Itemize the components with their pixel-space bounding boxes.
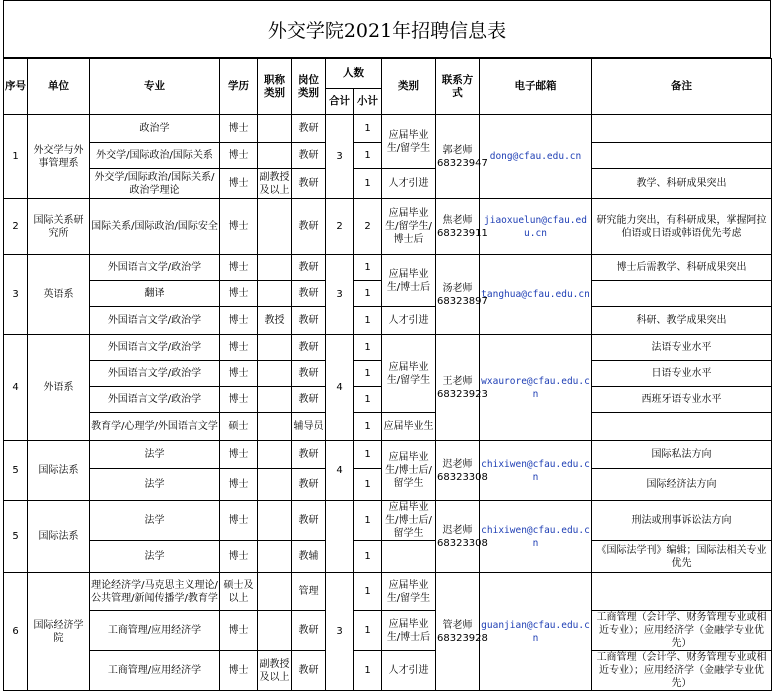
table-row xyxy=(4,651,772,691)
recruitment-sheet xyxy=(3,0,771,691)
header-contact: 联系方式 xyxy=(436,59,480,115)
remark-cell: 西班牙语专业水平 xyxy=(592,387,772,413)
post-cell: 教研 xyxy=(292,281,326,307)
category-cell: 应届毕业生 xyxy=(382,413,436,441)
table-row xyxy=(4,441,772,469)
table-row xyxy=(4,573,772,611)
contact-cell: 迟老师68323308 xyxy=(436,441,480,501)
post-cell: 教辅 xyxy=(292,541,326,573)
major-cell: 翻译 xyxy=(90,281,220,307)
unit-cell: 国际法系 xyxy=(28,501,90,573)
major-cell: 外交学/国际政治/国际关系/政治学理论 xyxy=(90,169,220,199)
major-cell: 法学 xyxy=(90,469,220,501)
remark-cell: 研究能力突出，有科研成果，掌握阿拉伯语或日语或韩语优先考虑 xyxy=(592,199,772,255)
major-cell: 理论经济学/马克思主义理论/公共管理/新闻传播学/教育学 xyxy=(90,573,220,611)
post-cell: 教研 xyxy=(292,387,326,413)
contact-cell: 汤老师68323897 xyxy=(436,255,480,335)
header-email: 电子邮箱 xyxy=(480,59,592,115)
remark-cell xyxy=(592,143,772,169)
total-cell: 3 xyxy=(326,573,354,691)
recruitment-table xyxy=(3,58,772,691)
rank-cell xyxy=(258,115,292,143)
post-cell: 教研 xyxy=(292,199,326,255)
remark-cell: 法语专业水平 xyxy=(592,335,772,361)
major-cell: 国际关系/国际政治/国际安全 xyxy=(90,199,220,255)
total-cell: 3 xyxy=(326,115,354,199)
subtotal-cell: 1 xyxy=(354,361,382,387)
category-cell: 应届毕业生/留学生 xyxy=(382,335,436,413)
table-row xyxy=(4,169,772,199)
header-rank: 职称类别 xyxy=(258,59,292,115)
major-cell: 工商管理/应用经济学 xyxy=(90,651,220,691)
major-cell: 外国语言文学/政治学 xyxy=(90,307,220,335)
major-cell: 外交学/国际政治/国际关系 xyxy=(90,143,220,169)
post-cell: 教研 xyxy=(292,501,326,541)
major-cell: 外国语言文学/政治学 xyxy=(90,335,220,361)
email-link[interactable]: tanghua@cfau.edu.cn xyxy=(480,255,592,335)
post-cell: 辅导员 xyxy=(292,413,326,441)
header-category: 类别 xyxy=(382,59,436,115)
remark-cell: 工商管理（会计学、财务管理专业或相近专业）；应用经济学（金融学专业优先） xyxy=(592,611,772,651)
table-row xyxy=(4,307,772,335)
category-cell: 应届毕业生/留学生 xyxy=(382,573,436,611)
education-cell: 博士 xyxy=(220,335,258,361)
category-cell: 应届毕业生/博士后/留学生 xyxy=(382,501,436,541)
education-cell: 博士 xyxy=(220,541,258,573)
subtotal-cell: 2 xyxy=(354,199,382,255)
rank-cell xyxy=(258,501,292,541)
category-cell: 应届毕业生/博士后 xyxy=(382,255,436,307)
remark-cell xyxy=(592,573,772,611)
seq-cell: 3 xyxy=(4,255,28,335)
subtotal-cell: 1 xyxy=(354,335,382,361)
subtotal-cell: 1 xyxy=(354,441,382,469)
table-row xyxy=(4,413,772,441)
remark-cell: 国际经济法方向 xyxy=(592,469,772,501)
rank-cell xyxy=(258,335,292,361)
remark-cell xyxy=(592,281,772,307)
table-row xyxy=(4,115,772,143)
total-cell xyxy=(326,501,354,573)
contact-cell: 管老师68323928 xyxy=(436,573,480,691)
table-row xyxy=(4,541,772,573)
remark-cell xyxy=(592,413,772,441)
subtotal-cell: 1 xyxy=(354,651,382,691)
seq-cell: 5 xyxy=(4,441,28,501)
education-cell: 博士 xyxy=(220,255,258,281)
unit-cell: 英语系 xyxy=(28,255,90,335)
major-cell: 外国语言文学/政治学 xyxy=(90,255,220,281)
contact-cell: 迟老师68323308 xyxy=(436,501,480,573)
subtotal-cell: 1 xyxy=(354,143,382,169)
subtotal-cell: 1 xyxy=(354,413,382,441)
remark-cell xyxy=(592,115,772,143)
education-cell: 博士 xyxy=(220,281,258,307)
post-cell: 教研 xyxy=(292,115,326,143)
major-cell: 外国语言文学/政治学 xyxy=(90,387,220,413)
unit-cell: 国际经济学院 xyxy=(28,573,90,691)
subtotal-cell: 1 xyxy=(354,573,382,611)
post-cell: 教研 xyxy=(292,335,326,361)
seq-cell: 1 xyxy=(4,115,28,199)
education-cell: 博士 xyxy=(220,651,258,691)
category-cell: 人才引进 xyxy=(382,651,436,691)
unit-cell: 外交学与外事管理系 xyxy=(28,115,90,199)
rank-cell: 教授 xyxy=(258,307,292,335)
header-unit: 单位 xyxy=(28,59,90,115)
post-cell: 教研 xyxy=(292,611,326,651)
subtotal-cell: 1 xyxy=(354,169,382,199)
education-cell: 博士 xyxy=(220,115,258,143)
major-cell: 工商管理/应用经济学 xyxy=(90,611,220,651)
email-link[interactable]: guanjian@cfau.edu.cn xyxy=(480,573,592,691)
education-cell: 博士 xyxy=(220,441,258,469)
header-people: 人数 xyxy=(326,59,382,89)
table-row xyxy=(4,199,772,255)
education-cell: 博士 xyxy=(220,199,258,255)
rank-cell xyxy=(258,469,292,501)
subtotal-cell: 1 xyxy=(354,307,382,335)
major-cell: 教育学/心理学/外国语言文学 xyxy=(90,413,220,441)
subtotal-cell: 1 xyxy=(354,469,382,501)
total-cell: 2 xyxy=(326,199,354,255)
seq-cell: 6 xyxy=(4,573,28,691)
post-cell: 教研 xyxy=(292,441,326,469)
remark-cell: 教学、科研成果突出 xyxy=(592,169,772,199)
total-cell: 4 xyxy=(326,335,354,441)
email-link[interactable]: chixiwen@cfau.edu.cn xyxy=(480,501,592,573)
education-cell: 博士 xyxy=(220,169,258,199)
remark-cell: 刑法或刑事诉讼法方向 xyxy=(592,501,772,541)
header-remark: 备注 xyxy=(592,59,772,115)
education-cell: 博士 xyxy=(220,143,258,169)
education-cell: 博士 xyxy=(220,611,258,651)
seq-cell: 2 xyxy=(4,199,28,255)
remark-cell: 国际私法方向 xyxy=(592,441,772,469)
post-cell: 教研 xyxy=(292,255,326,281)
major-cell: 法学 xyxy=(90,441,220,469)
subtotal-cell: 1 xyxy=(354,501,382,541)
rank-cell xyxy=(258,199,292,255)
category-cell: 应届毕业生/留学生/博士后 xyxy=(382,199,436,255)
major-cell: 外国语言文学/政治学 xyxy=(90,361,220,387)
total-cell: 4 xyxy=(326,441,354,501)
rank-cell xyxy=(258,441,292,469)
remark-cell: 博士后需教学、科研成果突出 xyxy=(592,255,772,281)
post-cell: 教研 xyxy=(292,307,326,335)
rank-cell xyxy=(258,281,292,307)
seq-cell: 4 xyxy=(4,335,28,441)
category-cell: 应届毕业生/博士后 xyxy=(382,611,436,651)
category-cell: 应届毕业生/留学生 xyxy=(382,115,436,169)
rank-cell xyxy=(258,541,292,573)
sheet-title: 外交学院2021年招聘信息表 xyxy=(3,0,771,58)
major-cell: 政治学 xyxy=(90,115,220,143)
email-link[interactable]: wxaurore@cfau.edu.cn xyxy=(480,335,592,441)
seq-cell: 5 xyxy=(4,501,28,573)
subtotal-cell: 1 xyxy=(354,115,382,143)
rank-cell xyxy=(258,255,292,281)
email-link[interactable]: jiaoxuelun@cfau.edu.cn xyxy=(480,199,592,255)
subtotal-cell: 1 xyxy=(354,255,382,281)
unit-cell: 国际关系研究所 xyxy=(28,199,90,255)
contact-cell: 郭老师68323947 xyxy=(436,115,480,199)
rank-cell xyxy=(258,611,292,651)
table-row xyxy=(4,255,772,281)
rank-cell: 副教授及以上 xyxy=(258,651,292,691)
education-cell: 博士 xyxy=(220,469,258,501)
post-cell: 教研 xyxy=(292,361,326,387)
category-cell xyxy=(382,541,436,573)
table-row xyxy=(4,335,772,361)
subtotal-cell: 1 xyxy=(354,611,382,651)
subtotal-cell: 1 xyxy=(354,387,382,413)
education-cell: 博士 xyxy=(220,387,258,413)
education-cell: 博士 xyxy=(220,307,258,335)
table-body xyxy=(4,115,772,691)
rank-cell xyxy=(258,413,292,441)
rank-cell xyxy=(258,387,292,413)
post-cell: 教研 xyxy=(292,143,326,169)
total-cell: 3 xyxy=(326,255,354,335)
email-link[interactable]: dong@cfau.edu.cn xyxy=(480,115,592,199)
header-education: 学历 xyxy=(220,59,258,115)
remark-cell: 日语专业水平 xyxy=(592,361,772,387)
header-subtotal: 小计 xyxy=(354,89,382,115)
post-cell: 教研 xyxy=(292,169,326,199)
header-seq: 序号 xyxy=(4,59,28,115)
table-row xyxy=(4,501,772,541)
contact-cell: 焦老师68323911 xyxy=(436,199,480,255)
unit-cell: 外语系 xyxy=(28,335,90,441)
rank-cell xyxy=(258,361,292,387)
post-cell: 教研 xyxy=(292,469,326,501)
education-cell: 硕士及以上 xyxy=(220,573,258,611)
subtotal-cell: 1 xyxy=(354,281,382,307)
header-total: 合计 xyxy=(326,89,354,115)
education-cell: 博士 xyxy=(220,501,258,541)
contact-cell: 王老师68323923 xyxy=(436,335,480,441)
remark-cell: 工商管理（会计学、财务管理专业或相近专业）；应用经济学（金融学专业优先） xyxy=(592,651,772,691)
rank-cell: 副教授及以上 xyxy=(258,169,292,199)
category-cell: 人才引进 xyxy=(382,307,436,335)
major-cell: 法学 xyxy=(90,541,220,573)
rank-cell xyxy=(258,143,292,169)
education-cell: 博士 xyxy=(220,361,258,387)
email-link[interactable]: chixiwen@cfau.edu.cn xyxy=(480,441,592,501)
post-cell: 教研 xyxy=(292,651,326,691)
header-major: 专业 xyxy=(90,59,220,115)
remark-cell: 《国际法学刊》编辑；国际法相关专业优先 xyxy=(592,541,772,573)
rank-cell xyxy=(258,573,292,611)
subtotal-cell: 1 xyxy=(354,541,382,573)
post-cell: 管理 xyxy=(292,573,326,611)
remark-cell: 科研、教学成果突出 xyxy=(592,307,772,335)
category-cell: 人才引进 xyxy=(382,169,436,199)
header-post: 岗位类别 xyxy=(292,59,326,115)
table-row xyxy=(4,611,772,651)
category-cell: 应届毕业生/博士后/留学生 xyxy=(382,441,436,501)
major-cell: 法学 xyxy=(90,501,220,541)
unit-cell: 国际法系 xyxy=(28,441,90,501)
education-cell: 硕士 xyxy=(220,413,258,441)
